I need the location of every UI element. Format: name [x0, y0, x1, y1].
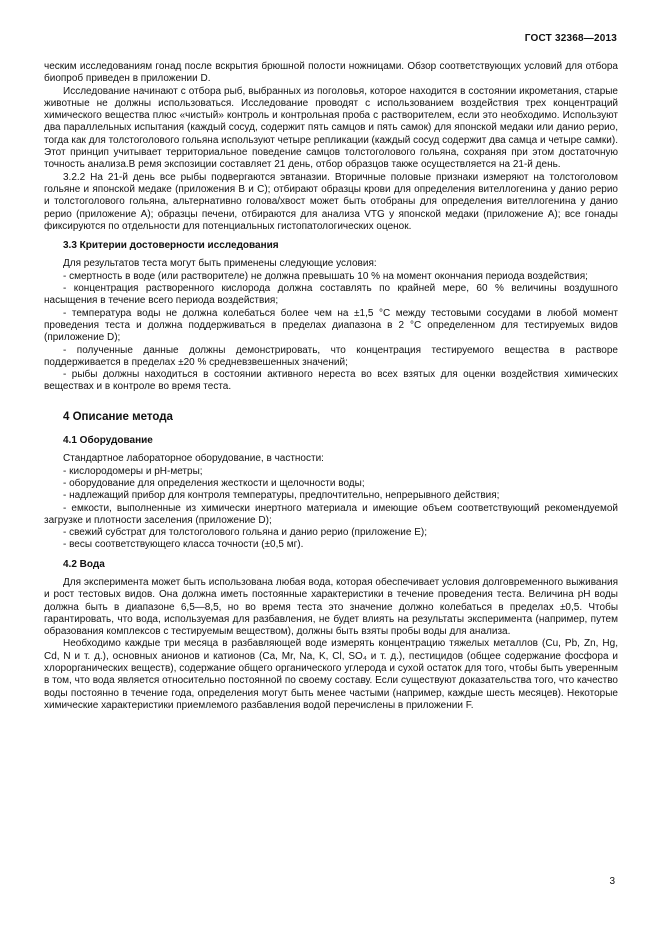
- list-item: - рыбы должны находиться в состоянии активного нереста во всех взятых для оценки воздействия химических веществах и в контроле во время теста.: [44, 369, 618, 393]
- paragraph: 3.2.2 На 21-й день все рыбы подвергаются эвтаназии. Вторичные половые признаки измеряют на толстоголовом гольяне и японской медаке (приложения B и C); отбирают образцы крови для определения вителлогенина у данио рерио и толстоголового гольяна, альтернативно голова/хвост может быть отобраны для определения вителлогенина у данио рерио (приложение A); образцы печени, отбираются для анализа VTG у японской медаки (приложение A); все гонады фиксируются по отдельности для потенциальных гистопатологических оценок.: [44, 171, 618, 232]
- page-number: 3: [609, 876, 615, 887]
- paragraph: Необходимо каждые три месяца в разбавляющей воде измерять концентрацию тяжелых металлов (Cu, Pb, Zn, Hg, Cd, N и т. д.), основных анионов и катионов (Ca, Mr, Na, K, Cl, SO₄ и т. д.), пестицидов (общее содержание фосфора и хлорорганических веществ), содержание общего органического углерода и сухой остаток для того, чтобы быть уверенным в том, что вода является относительно постоянной по своему составу. Если существуют доказательства того, что качество воды постоянно в течение года, определения могут быть менее частыми (например, каждые шесть месяцев). Некоторые химические характеристики приемлемого разбавления водой перечислены в приложении F.: [44, 638, 618, 711]
- list-item: - концентрация растворенного кислорода должна составлять по крайней мере, 60 % величины воздушного насыщения в течение всего периода воздействия;: [44, 283, 618, 307]
- list-item: - оборудование для определения жесткости и щелочности воды;: [63, 477, 365, 489]
- document-body: [44, 61, 618, 712]
- section-heading: 4 Описание метода: [63, 410, 173, 423]
- paragraph: Стандартное лабораторное оборудование, в частности:: [63, 453, 324, 465]
- list-item: - надлежащий прибор для контроля температуры, предпочтительно, непрерывного действия;: [63, 490, 500, 502]
- paragraph: ческим исследованиям гонад после вскрытия брюшной полости ножницами. Обзор соответствующих условий для отбора биопроб приведен в приложении D.: [44, 61, 618, 85]
- doc-code: ГОСТ 32368—2013: [524, 33, 617, 44]
- list-item: - температура воды не должна колебаться более чем на ±1,5 °С между тестовыми сосудами в любой момент проведения теста и должна поддерживаться в пределах диапазона в 2 °С определенном для тестируемых видов (приложение D);: [44, 307, 618, 344]
- list-item: - полученные данные должны демонстрировать, что концентрация тестируемого вещества в растворе поддерживается в пределах ±20 % средневзвешенных значений;: [44, 344, 618, 368]
- paragraph: Для эксперимента может быть использована любая вода, которая обеспечивает условия долговременного выживания и рост тестовых видов. Она должна иметь постоянные характеристики в течение проведения теста. Величина pH воды должна быть в диапазоне 6,5—8,5, но во время теста это значение должно колебаться в пределах ±0,5. Чтобы гарантировать, что вода, используемая для разбавления, не будет влиять на результаты эксперимента (например, путем образования комплексов с тестируемым веществом), должны быть взяты пробы воды для анализа.: [44, 576, 618, 638]
- list-item: - емкости, выполненные из химически инертного материала и имеющие объем соответствующий рекомендуемой загрузке и плотности заселения (приложение D);: [44, 502, 618, 526]
- list-item: - кислородомеры и pH-метры;: [63, 465, 203, 477]
- paragraph: Исследование начинают с отбора рыб, выбранных из поголовья, которое находится в состоянии икрометания, старые животные не должны использоваться. Исследование проводят с использованием воздействия трех концентраций химического вещества плюс «чистый» контроль и контрольная проба с растворителем, если это необходимо. Используют два параллельных испытания (каждый сосуд, содержит пять самцов и пять самок) для японской медаки или данио рерио, тогда как для толстоголового гольяна используют четыре репликации (каждый сосуд содержит два самца и четыре самки). Этот принцип учитывает территориальное поведение самцов толстоголового гольяна, сохраняя при этом достаточную точность анализа.В ремя экспозиции составляет 21 день, отбор образцов также осуществляется на 21-й день.: [44, 85, 618, 171]
- section-heading: 4.1 Оборудование: [63, 435, 153, 447]
- section-heading: 4.2 Вода: [63, 558, 105, 570]
- paragraph: Для результатов теста могут быть применены следующие условия:: [63, 258, 377, 270]
- list-item: - смертность в воде (или растворителе) не должна превышать 10 % на момент окончания периода воздействия;: [63, 270, 588, 282]
- section-heading: 3.3 Критерии достоверности исследования: [63, 240, 279, 252]
- list-item: - весы соответствующего класса точности (±0,5 мг).: [63, 539, 304, 551]
- list-item: - свежий субстрат для толстоголового гольяна и данио рерио (приложение E);: [63, 527, 427, 539]
